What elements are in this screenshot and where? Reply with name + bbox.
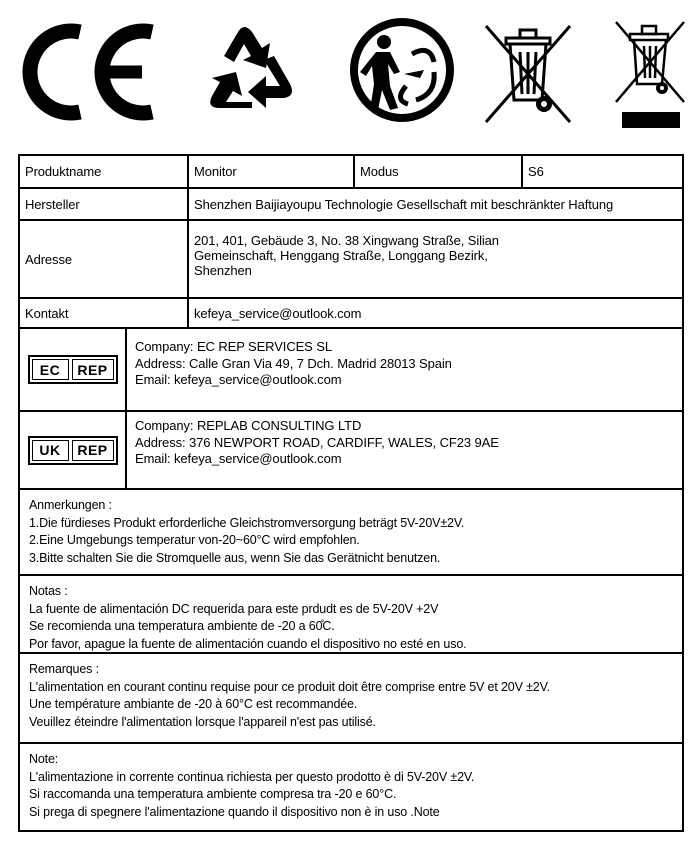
notes-spanish-line: Se recomienda una temperatura ambiente de -20 a 60̊C.	[29, 619, 335, 633]
mode-label: Modus	[353, 156, 521, 187]
ec-rep-logo-right: REP	[72, 359, 114, 380]
uk-rep-row	[20, 410, 682, 488]
notes-spanish-row	[20, 574, 682, 652]
notes-french-title: Remarques :	[29, 662, 99, 676]
address-label: Adresse	[25, 251, 72, 267]
uk-rep-logo-left: UK	[32, 440, 69, 461]
manufacturer-value: Shenzhen Baijiayoupu Technologie Gesellschaft mit beschränkter Haftung	[187, 189, 682, 219]
product-name-value: Monitor	[187, 156, 353, 187]
mode-value: S6	[521, 156, 682, 187]
uk-rep-details	[127, 412, 682, 488]
uk-rep-email: Email: kefeya_service@outlook.com	[135, 451, 342, 466]
uk-rep-logo	[28, 436, 118, 465]
notes-french-line: L'alimentation en courant continu requise pour ce produit doit être comprise entre 5V et 20V ±2V.	[29, 679, 550, 694]
tidyman-icon	[346, 14, 458, 126]
manufacturer-label: Hersteller	[25, 196, 80, 212]
ec-rep-row	[20, 327, 682, 410]
ec-rep-email: Email: kefeya_service@outlook.com	[135, 372, 342, 387]
notes-french	[20, 654, 559, 742]
notes-spanish-line: Por favor, apague la fuente de alimentación cuando el dispositivo no esté en uso.	[29, 636, 467, 651]
notes-spanish-title: Notas :	[29, 584, 68, 598]
notes-german-line: 3.Bitte schalten Sie die Stromquelle aus, wenn Sie das Gerätnicht benutzen.	[29, 550, 441, 565]
certification-symbols	[0, 0, 700, 140]
ec-rep-address: Address: Calle Gran Via 49, 7 Dch. Madrid 28013 Spain	[135, 355, 452, 371]
notes-german-line: 1.Die fürdieses Produkt erforderliche Gleichstromversorgung beträgt 5V-20V±2V.	[29, 515, 465, 530]
ec-rep-logo-cell	[20, 329, 127, 410]
notes-spanish	[20, 576, 475, 652]
notes-french-row	[20, 652, 682, 742]
notes-italian-line: Si raccomanda una temperatura ambiente compresa tra -20 e 60°C.	[29, 787, 397, 801]
uk-rep-logo-right: REP	[72, 440, 114, 461]
notes-italian-line: L'alimentazione in corrente continua richiesta per questo prodotto è di 5V-20V ±2V.	[29, 769, 475, 784]
ce-mark-icon	[14, 22, 164, 122]
notes-german	[20, 490, 473, 574]
crossed-bin-icon	[480, 20, 576, 128]
notes-german-title: Anmerkungen :	[29, 498, 112, 512]
address-value	[187, 221, 682, 297]
uk-rep-address: Address: 376 NEWPORT ROAD, CARDIFF, WALES, CF23 9AE	[135, 434, 499, 450]
ec-rep-logo	[28, 355, 118, 384]
recycle-icon	[186, 12, 306, 132]
uk-rep-company: Company: REPLAB CONSULTING LTD	[135, 418, 362, 433]
notes-french-line: Une température ambiante de -20 à 60°C est recommandée.	[29, 697, 358, 711]
notes-italian	[20, 744, 483, 830]
notes-spanish-line: La fuente de alimentación DC requerida para este prdudt es de 5V-20V +2V	[29, 601, 439, 616]
product-name-label: Produktname	[25, 164, 102, 179]
notes-italian-title: Note:	[29, 752, 59, 766]
manufacturer-row	[20, 187, 682, 219]
address-line: Gemeinschaft, Henggang Straße, Longgang Bezirk,	[194, 248, 488, 263]
crossed-bin-with-bar-icon	[612, 20, 688, 130]
address-row	[20, 219, 682, 297]
ec-rep-details	[127, 329, 682, 410]
notes-french-line: Veuillez éteindre l'alimentation lorsque l'appareil n'est pas utilisé.	[29, 714, 376, 729]
notes-italian-line: Si prega di spegnere l'alimentazione quando il dispositivo non è in uso .Note	[29, 804, 440, 819]
ec-rep-logo-left: EC	[32, 359, 69, 380]
product-row	[20, 156, 682, 187]
address-line: Shenzhen	[194, 263, 252, 278]
notes-german-line: 2.Eine Umgebungs temperatur von-20~60°C wird empfohlen.	[29, 533, 360, 547]
uk-rep-logo-cell	[20, 412, 127, 488]
address-line: 201, 401, Gebäude 3, No. 38 Xingwang Straße, Silian	[194, 233, 499, 248]
product-info-table	[18, 154, 684, 832]
notes-german-row	[20, 488, 682, 574]
contact-email: kefeya_service@outlook.com	[187, 299, 682, 327]
notes-italian-row	[20, 742, 682, 830]
ec-rep-company: Company: EC REP SERVICES SL	[135, 339, 332, 354]
contact-row	[20, 297, 682, 327]
contact-label: Kontakt	[25, 305, 69, 321]
